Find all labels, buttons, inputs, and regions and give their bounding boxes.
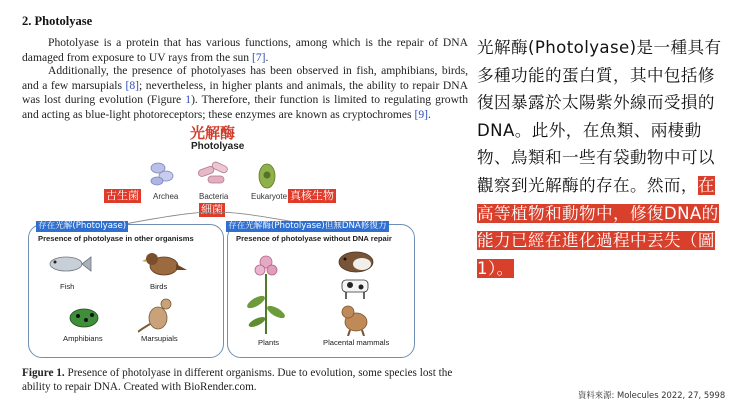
- figure-caption-text: Presence of photolyase in different organisms. Due to evolution, some species lost the ability to repair DNA. Created with BioRender.com.: [22, 367, 453, 393]
- guinea-pig-icon: [336, 248, 376, 274]
- figure-link[interactable]: 1: [185, 93, 192, 107]
- chinese-summary-text: 光解酶(Photolyase)是一種具有多種功能的蛋白質，其中包括修復因暴露於太陽紫外線而受損的 DNA。此外，在魚類、兩棲動物、鳥類和一些有袋動物中可以觀察到光解酶的存在。然而，: [477, 38, 722, 195]
- section-title: 2. Photolyase: [22, 14, 93, 28]
- paragraph-2: [22, 64, 468, 122]
- marsupial-icon: [138, 294, 180, 334]
- source-citation: 資料來源: Molecules 2022, 27, 5998: [578, 390, 726, 400]
- paragraph-2-text-b: ; nevertheless, in higher plants and animals, the ability to repair DNA was lost during evolution (Figure: [22, 78, 468, 107]
- reference-link[interactable]: [9]: [414, 107, 428, 121]
- figure-caption: [22, 366, 472, 394]
- figure-title-en: Photolyase: [191, 141, 245, 152]
- figure-caption-label: Figure 1.: [22, 367, 65, 379]
- bacteria-label: Bacteria: [199, 192, 229, 201]
- eukaryote-icon: [256, 160, 278, 192]
- bacteria-zh-tag: 細菌: [201, 203, 223, 216]
- archaea-icon: [148, 156, 176, 190]
- chinese-summary-highlight: 在高等植物和動物中，修復DNA的能力已經在進化過程中丟失（圖 1）。: [477, 175, 719, 278]
- chinese-summary: [477, 34, 723, 282]
- animal-label-placental-mammals: Placental mammals: [323, 338, 390, 347]
- archaea-zh-tag: 古生菌: [106, 189, 139, 202]
- right-panel-caption: Presence of photolyase without DNA repair: [236, 234, 392, 243]
- figure-title-zh: 光解酶: [190, 124, 236, 142]
- bacteria-icon: [196, 158, 232, 188]
- right-panel-tag: 存在光解酶(Photolyase)但無DNA修復力: [228, 221, 387, 231]
- paragraph-2-text-a: Additionally, the presence of photolyases has been observed in fish, amphibians, birds, and a few marsupials: [22, 64, 468, 92]
- monkey-icon: [338, 302, 374, 336]
- fish-icon: [44, 252, 92, 276]
- left-panel-tag: 存在光解(Photolyase): [38, 221, 127, 231]
- bird-icon: [142, 248, 188, 280]
- paragraph-1-text: Photolyase is a protein that has various functions, among which is the repair of DNA damaged from exposure to UV rays from the sun: [22, 36, 468, 64]
- left-panel-caption: Presence of photolyase in other organisms: [38, 234, 194, 243]
- animal-label-plants: Plants: [258, 338, 280, 347]
- animal-label-birds: Birds: [150, 282, 168, 291]
- archea-label: Archea: [153, 192, 179, 201]
- paragraph-1-end: .: [265, 50, 269, 64]
- eukaryote-zh-tag: 真核生物: [290, 189, 334, 202]
- plant-icon: [244, 252, 288, 336]
- paragraph-1: [22, 36, 468, 65]
- reference-link[interactable]: [7]: [252, 50, 266, 64]
- eukaryote-label: Eukaryote: [251, 192, 288, 201]
- paragraph-2-end: .: [427, 107, 431, 121]
- animal-label-marsupials: Marsupials: [141, 334, 178, 343]
- cow-icon: [338, 276, 374, 300]
- panel-other-organisms: [28, 224, 224, 358]
- animal-label-amphibians: Amphibians: [63, 334, 103, 343]
- paragraph-2-text-c: ). Therefore, their function is limited to regulating growth and acting as blue-light photoreceptors; these enzymes are known as cryptochromes: [22, 93, 468, 121]
- animal-label-fish: Fish: [60, 282, 75, 291]
- reference-link[interactable]: [8]: [125, 78, 140, 92]
- amphibian-icon: [64, 302, 104, 332]
